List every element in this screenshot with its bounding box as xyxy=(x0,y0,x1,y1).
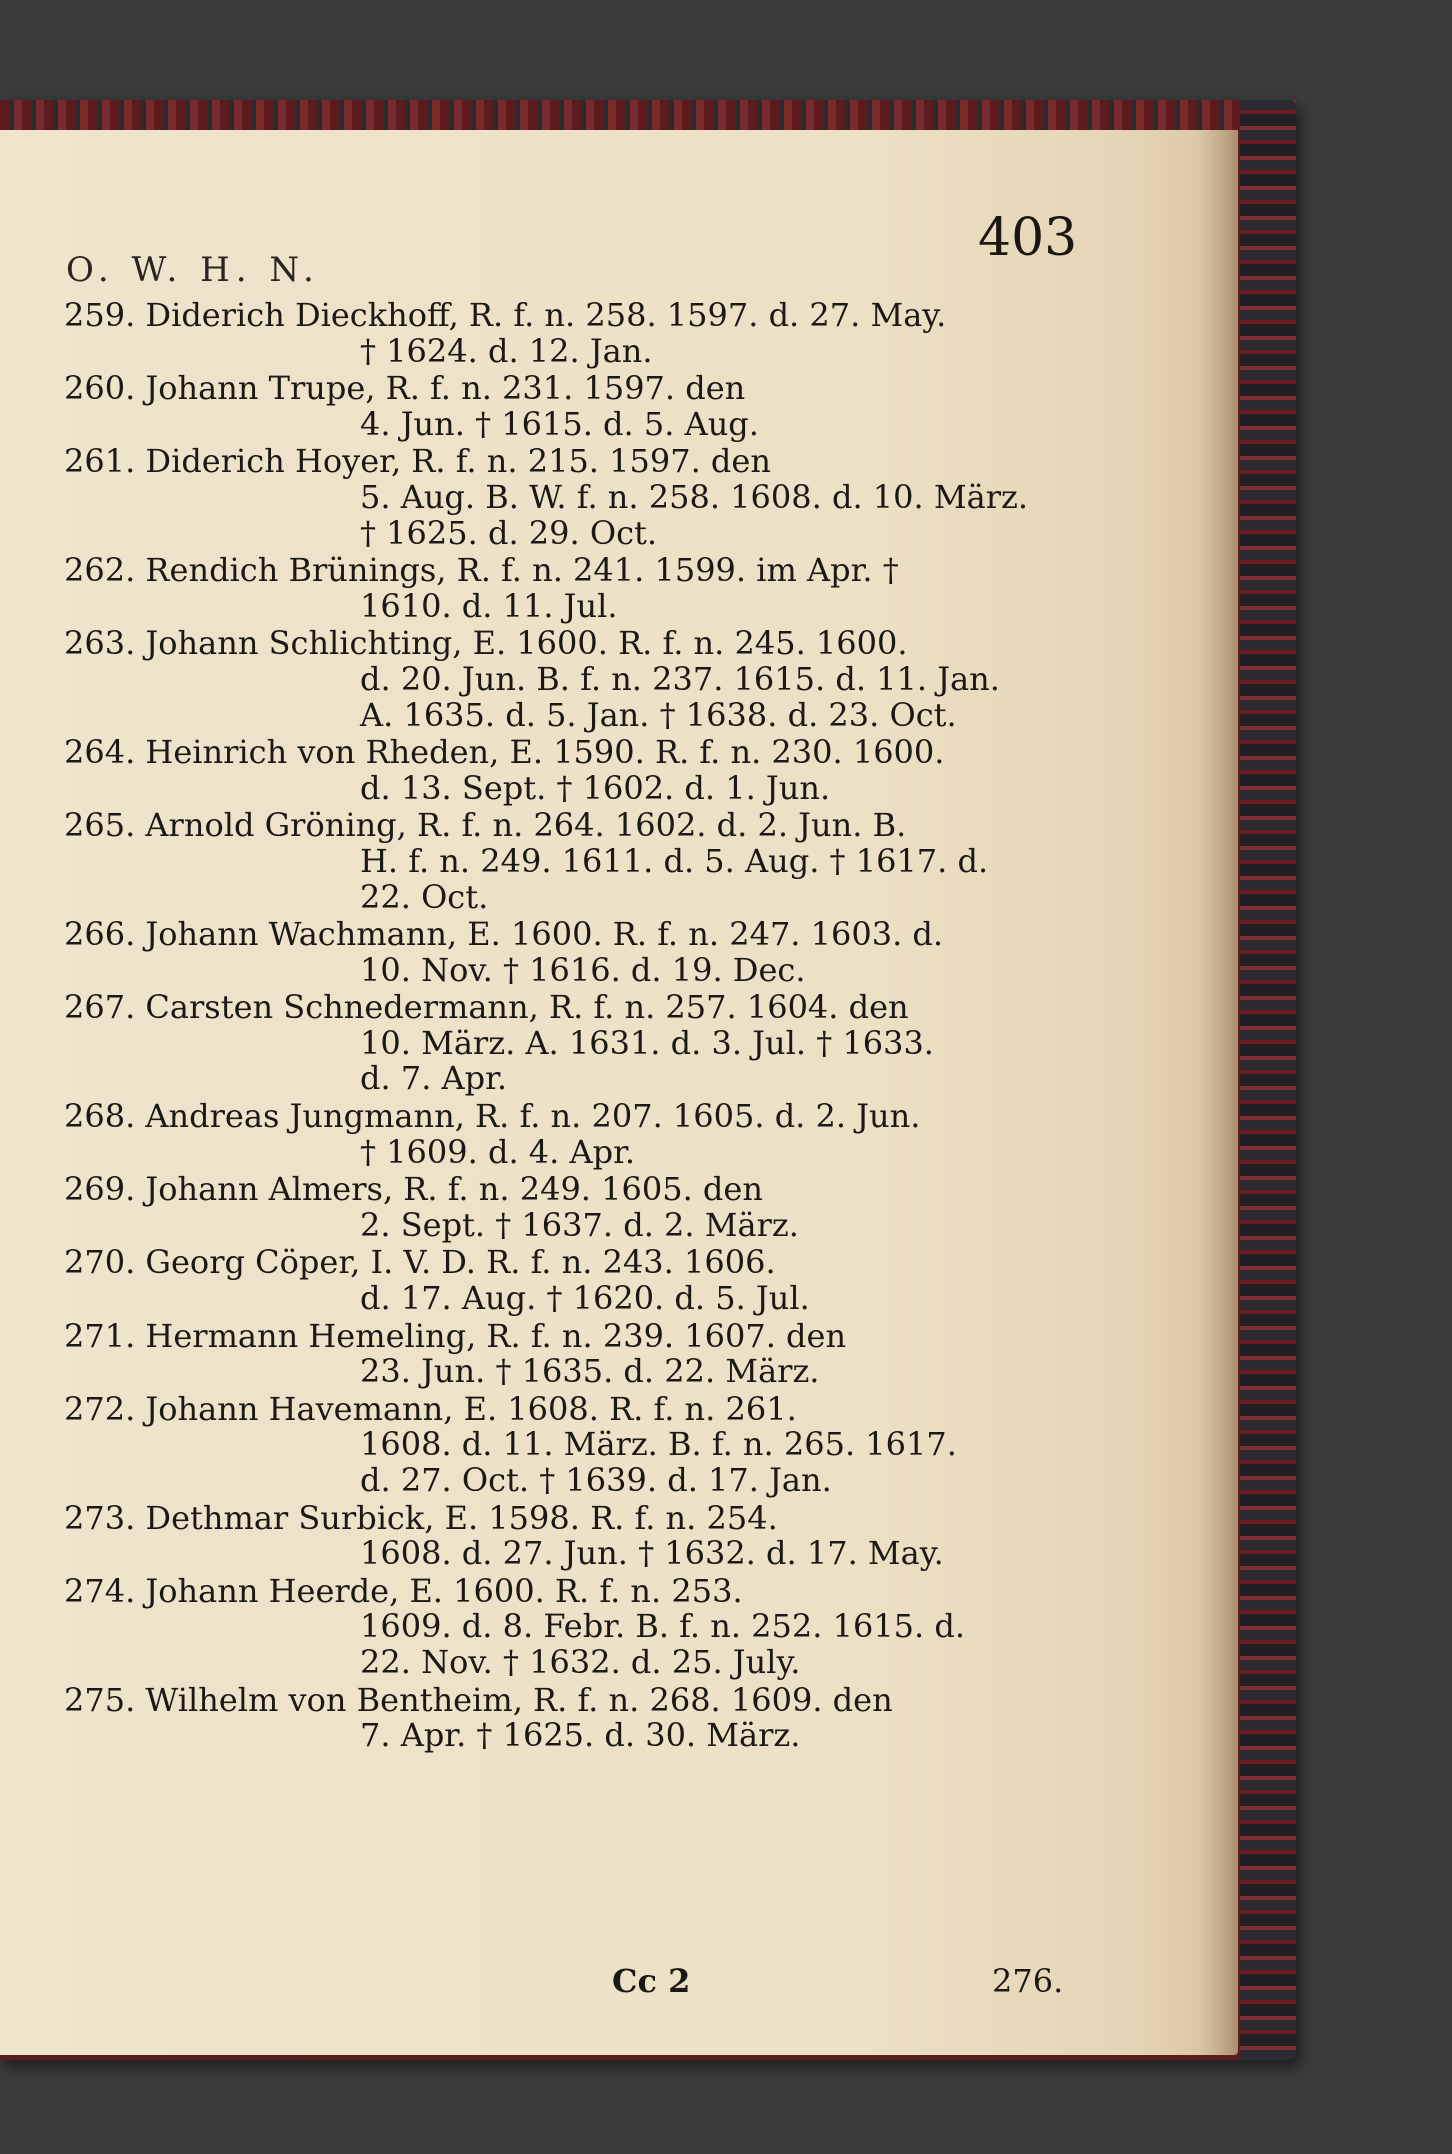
entry-continuation-line: A. 1635. d. 5. Jan. † 1638. d. 23. Oct. xyxy=(360,695,957,734)
entry-continuation-line: † 1625. d. 29. Oct. xyxy=(360,513,658,552)
entry-continuation-line: † 1624. d. 12. Jan. xyxy=(360,331,653,370)
register-entry xyxy=(64,808,1076,915)
book-top-edge xyxy=(0,100,1296,130)
register-entry xyxy=(64,553,1076,624)
register-entry xyxy=(64,735,1076,806)
register-entry xyxy=(64,990,1076,1097)
page-number: 403 xyxy=(978,208,1078,268)
entry-first-line: 266. Johann Wachmann, E. 1600. R. f. n. 247. 1603. d. xyxy=(64,915,944,954)
entry-continuation-line: d. 7. Apr. xyxy=(360,1059,508,1098)
register-entry xyxy=(64,1498,1076,1573)
entry-first-line: 259. Diderich Dieckhoff, R. f. n. 258. 1597. d. 27. May. xyxy=(64,296,947,334)
entry-continuation-line: 2. Sept. † 1637. d. 2. März. xyxy=(360,1205,799,1244)
entry-first-line: 271. Hermann Hemeling, R. f. n. 239. 1607. den xyxy=(64,1316,847,1355)
register-entry xyxy=(64,1245,1076,1316)
entry-continuation-line: 22. Nov. † 1632. d. 25. July. xyxy=(360,1642,801,1681)
page-gutter-shadow xyxy=(1198,130,1238,2055)
register-entry xyxy=(64,626,1076,733)
entry-first-line: 272. Johann Havemann, E. 1608. R. f. n. 261. xyxy=(64,1389,797,1428)
entry-continuation-line: † 1609. d. 4. Apr. xyxy=(360,1132,636,1171)
entry-continuation-line: 4. Jun. † 1615. d. 5. Aug. xyxy=(360,404,759,443)
entry-first-line: 268. Andreas Jungmann, R. f. n. 207. 1605. d. 2. Jun. xyxy=(64,1097,921,1136)
entry-first-line: 270. Georg Cöper, I. V. D. R. f. n. 243. 1606. xyxy=(64,1243,776,1282)
register-entry xyxy=(64,1571,1076,1681)
entry-first-line: 273. Dethmar Surbick, E. 1598. R. f. n. 254. xyxy=(64,1498,778,1537)
entry-first-line: 267. Carsten Schnedermann, R. f. n. 257. 1604. den xyxy=(64,988,909,1027)
entry-first-line: 261. Diderich Hoyer, R. f. n. 215. 1597. den xyxy=(64,442,771,481)
entry-continuation-line: d. 13. Sept. † 1602. d. 1. Jun. xyxy=(360,768,831,807)
entry-continuation-line: 10. März. A. 1631. d. 3. Jul. † 1633. xyxy=(360,1023,934,1062)
register-entry xyxy=(64,1172,1076,1243)
entry-continuation-line: 23. Jun. † 1635. d. 22. März. xyxy=(360,1352,820,1391)
entry-first-line: 269. Johann Almers, R. f. n. 249. 1605. den xyxy=(64,1170,763,1209)
register-entry xyxy=(64,298,1076,369)
entry-continuation-line: 1610. d. 11. Jul. xyxy=(360,586,618,625)
entry-first-line: 260. Johann Trupe, R. f. n. 231. 1597. den xyxy=(64,369,746,408)
register-entry xyxy=(64,917,1076,988)
register-entry xyxy=(64,1316,1076,1391)
register-entry xyxy=(64,1680,1076,1755)
entry-first-line: 275. Wilhelm von Bentheim, R. f. n. 268. 1609. den xyxy=(64,1680,893,1719)
signature-mark: Cc 2 xyxy=(612,1962,691,2000)
register-entry xyxy=(64,371,1076,442)
entry-continuation-line: d. 20. Jun. B. f. n. 237. 1615. d. 11. Jan. xyxy=(360,659,1000,698)
entry-continuation-line: d. 27. Oct. † 1639. d. 17. Jan. xyxy=(360,1461,832,1499)
entry-continuation-line: 7. Apr. † 1625. d. 30. März. xyxy=(360,1716,801,1755)
entry-continuation-line: 10. Nov. † 1616. d. 19. Dec. xyxy=(360,950,806,989)
entry-continuation-line: d. 17. Aug. † 1620. d. 5. Jul. xyxy=(360,1279,810,1318)
entry-continuation-line: 1608. d. 11. März. B. f. n. 265. 1617. xyxy=(360,1425,957,1464)
register-entry xyxy=(64,1099,1076,1170)
entry-first-line: 262. Rendich Brünings, R. f. n. 241. 1599. im Apr. † xyxy=(64,551,899,590)
entry-continuation-line: H. f. n. 249. 1611. d. 5. Aug. † 1617. d. xyxy=(360,841,989,880)
entry-first-line: 263. Johann Schlichting, E. 1600. R. f. n. 245. 1600. xyxy=(64,624,908,663)
register-entry xyxy=(64,1389,1076,1499)
catchword: 276. xyxy=(992,1962,1064,2000)
entry-continuation-line: 22. Oct. xyxy=(360,877,489,916)
register-entry xyxy=(64,444,1076,551)
running-header: O. W. H. N. xyxy=(66,250,320,290)
entry-continuation-line: 1609. d. 8. Febr. B. f. n. 252. 1615. d. xyxy=(360,1607,966,1646)
entry-first-line: 274. Johann Heerde, E. 1600. R. f. n. 253. xyxy=(64,1571,743,1610)
entry-continuation-line: 5. Aug. B. W. f. n. 258. 1608. d. 10. März. xyxy=(360,477,1029,516)
entry-first-line: 264. Heinrich von Rheden, E. 1590. R. f. n. 230. 1600. xyxy=(64,733,945,772)
entry-list xyxy=(64,296,1076,1754)
book-spine xyxy=(1240,100,1296,2060)
entry-first-line: 265. Arnold Gröning, R. f. n. 264. 1602. d. 2. Jun. B. xyxy=(64,806,907,845)
entry-continuation-line: 1608. d. 27. Jun. † 1632. d. 17. May. xyxy=(360,1534,944,1573)
